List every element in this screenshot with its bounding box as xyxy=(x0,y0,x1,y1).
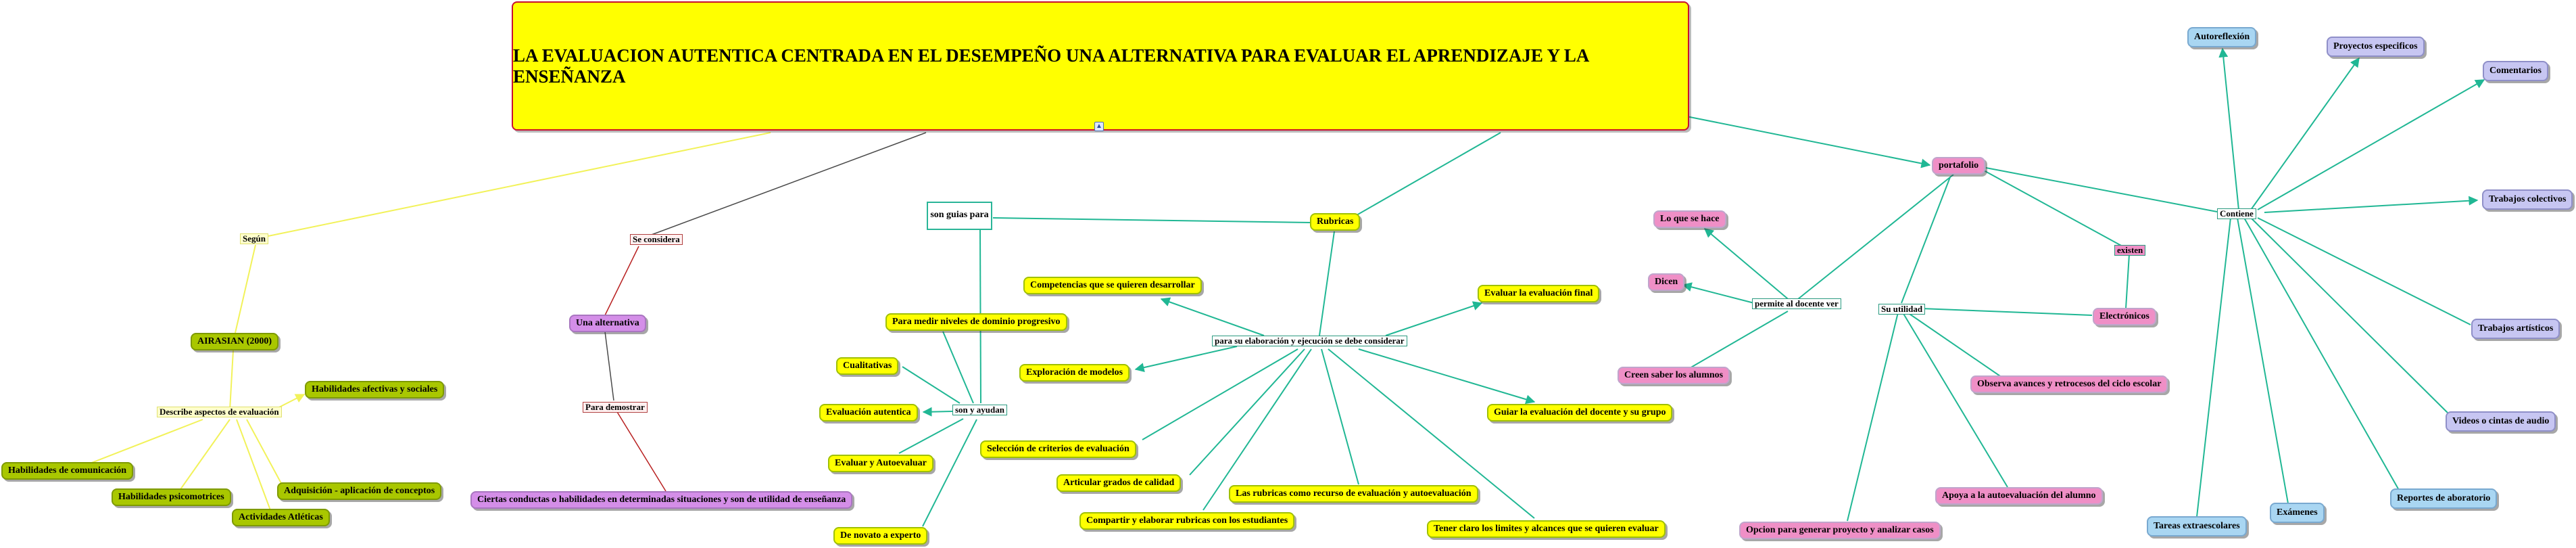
link-contiene-proyectos xyxy=(2251,58,2359,210)
node-comunicacion[interactable]: Habilidades de comunicación xyxy=(1,462,133,480)
node-autoreflexion[interactable]: Autoreflexión xyxy=(2187,27,2256,47)
node-novato[interactable]: De novato a experto xyxy=(833,527,927,545)
node-alternativa[interactable]: Una alternativa xyxy=(569,315,646,332)
node-guiar[interactable]: Guiar la evaluación del docente y su grupo xyxy=(1487,404,1672,421)
node-observa[interactable]: Observa avances y retrocesos del ciclo escolar xyxy=(1970,375,2168,393)
node-limites[interactable]: Tener claro los limites y alcances que se quieren evaluar xyxy=(1427,520,1666,538)
link-permite-lohace xyxy=(1705,229,1791,302)
link-label-demostrar: Para demostrar xyxy=(583,402,648,413)
node-videos[interactable]: Videos o cintas de audio xyxy=(2446,411,2556,432)
link-describe-adquisicion xyxy=(247,419,283,486)
link-label-contiene: Contiene xyxy=(2217,208,2256,219)
node-compartir[interactable]: Compartir y elaborar rubricas con los estudiantes xyxy=(1079,512,1294,530)
node-reportes[interactable]: Reportes de aboratorio xyxy=(2390,488,2497,509)
link-rubricas-songuias xyxy=(993,218,1311,223)
link-permite-dicen xyxy=(1683,285,1754,303)
node-lo-que-hace[interactable]: Lo que se hace xyxy=(1653,210,1726,228)
link-label-permite: permite al docente ver xyxy=(1752,298,1841,309)
link-describe-comunicacion xyxy=(81,419,203,467)
link-utilidad-electronicos xyxy=(1921,309,2092,315)
link-contiene-artisticos xyxy=(2258,218,2471,325)
link-sonyayudan-autoevaluar xyxy=(899,419,963,453)
link-airasian-describe xyxy=(230,350,233,410)
link-title-portafolio xyxy=(1686,116,1930,165)
node-atleticas[interactable]: Actividades Atléticas xyxy=(232,509,330,526)
node-tareas[interactable]: Tareas extraescolares xyxy=(2147,516,2247,536)
node-dicen[interactable]: Dicen xyxy=(1648,273,1684,291)
link-title-rubricas xyxy=(1352,133,1501,218)
link-title-seconsidera xyxy=(639,133,926,239)
link-seconsidera-alternativa xyxy=(605,246,639,315)
link-contiene-reportes xyxy=(2244,218,2400,491)
link-elaboracion-articular xyxy=(1190,349,1305,475)
link-contiene-examenes xyxy=(2237,218,2288,503)
link-portafolio-contiene xyxy=(1986,168,2217,212)
node-eval-autentica[interactable]: Evaluación autentica xyxy=(819,404,918,421)
link-contiene-colectivos xyxy=(2264,200,2477,212)
node-psicomotrices[interactable]: Habilidades psicomotrices xyxy=(112,488,231,506)
node-recurso[interactable]: Las rubricas como recurso de evaluación y autoevaluación xyxy=(1229,485,1478,503)
link-title-segun xyxy=(258,133,771,238)
node-rubricas[interactable]: Rubricas xyxy=(1310,213,1360,231)
node-ciertas-conductas[interactable]: Ciertas conductas o habilidades en determinadas situaciones y son de utilidad de enseñanza xyxy=(470,491,852,509)
link-rubricas-elaboracion xyxy=(1319,231,1334,336)
node-articular[interactable]: Articular grados de calidad xyxy=(1056,474,1181,492)
link-elaboracion-competencias xyxy=(1161,299,1264,336)
link-portafolio-permite xyxy=(1795,175,1953,302)
link-contiene-comentarios xyxy=(2258,80,2484,210)
node-electronicos[interactable]: Electrónicos xyxy=(2093,308,2156,325)
link-elaboracion-exploracion xyxy=(1136,346,1237,369)
map-title[interactable]: LA EVALUACION AUTENTICA CENTRADA EN EL DESEMPEÑO UNA ALTERNATIVA PARA EVALUAR EL APRENDIZAJE Y LA ENSEÑANZA xyxy=(512,1,1689,131)
link-label-songuias: son guias para xyxy=(927,202,992,230)
link-label-utilidad: Su utilidad xyxy=(1878,304,1925,315)
node-exploracion[interactable]: Exploración de modelos xyxy=(1019,364,1129,382)
link-label-elaboracion: para su elaboración y ejecución se debe considerar xyxy=(1212,336,1407,346)
link-label-existen: existen xyxy=(2114,245,2145,256)
link-permite-creen xyxy=(1690,311,1788,368)
link-label-seconsidera: Se considera xyxy=(630,234,683,245)
node-medir-niveles[interactable]: Para medir niveles de dominio progresivo xyxy=(885,313,1067,331)
link-portafolio-existen xyxy=(1984,170,2122,246)
node-trabajos-colectivos[interactable]: Trabajos colectivos xyxy=(2482,189,2573,210)
link-sonyayudan-medir xyxy=(943,332,973,403)
link-label-segun: Según xyxy=(240,233,268,244)
node-trabajos-artisticos[interactable]: Trabajos artísticos xyxy=(2471,319,2560,339)
link-describe-psicomotrices xyxy=(179,419,230,491)
node-competencias[interactable]: Competencias que se quieren desarrollar xyxy=(1023,277,1202,294)
link-utilidad-apoya xyxy=(1903,313,2008,487)
node-opcion[interactable]: Opcion para generar proyecto y analizar casos xyxy=(1739,522,1941,539)
link-segun-airasian xyxy=(235,245,256,333)
node-adquisicion[interactable]: Adquisición - aplicación de conceptos xyxy=(277,482,441,500)
node-airasian[interactable]: AIRASIAN (2000) xyxy=(191,333,278,350)
expand-handle-icon[interactable]: ▲ xyxy=(1094,122,1104,131)
link-elaboracion-guiar xyxy=(1359,349,1534,402)
link-alternativa-demostrar xyxy=(605,332,614,401)
node-cualitativas[interactable]: Cualitativas xyxy=(836,357,898,375)
link-demostrar-conductas xyxy=(615,409,666,491)
node-examenes[interactable]: Exámenes xyxy=(2270,503,2325,523)
node-seleccion[interactable]: Selección de criterios de evaluación xyxy=(980,440,1136,458)
node-apoya[interactable]: Apoya a la autoevaluación del alumno xyxy=(1935,487,2103,505)
node-eval-final[interactable]: Evaluar la evaluación final xyxy=(1478,285,1599,302)
link-elaboracion-evalfinal xyxy=(1386,303,1482,336)
node-creen[interactable]: Creen saber los alumnos xyxy=(1618,367,1730,384)
node-portafolio[interactable]: portafolio xyxy=(1932,157,1985,175)
link-contiene-videos xyxy=(2251,218,2450,415)
link-existen-electronicos xyxy=(2126,254,2129,309)
link-contiene-autoreflexion xyxy=(2222,49,2239,210)
link-contiene-tareas xyxy=(2197,218,2231,517)
link-sonyayudan-cualitativas xyxy=(902,367,960,403)
node-afectivas[interactable]: Habilidades afectivas y sociales xyxy=(305,381,444,398)
link-utilidad-opcion xyxy=(1847,313,1898,521)
node-comentarios[interactable]: Comentarios xyxy=(2483,61,2548,81)
node-proyectos[interactable]: Proyectos especificos xyxy=(2327,37,2425,57)
node-autoevaluar[interactable]: Evaluar y Autoevaluar xyxy=(828,455,933,472)
link-sonyayudan-autentica xyxy=(923,411,952,412)
link-label-describe: Describe aspectos de evaluación xyxy=(157,407,282,417)
link-label-sonyayudan: son y ayudan xyxy=(952,405,1007,415)
